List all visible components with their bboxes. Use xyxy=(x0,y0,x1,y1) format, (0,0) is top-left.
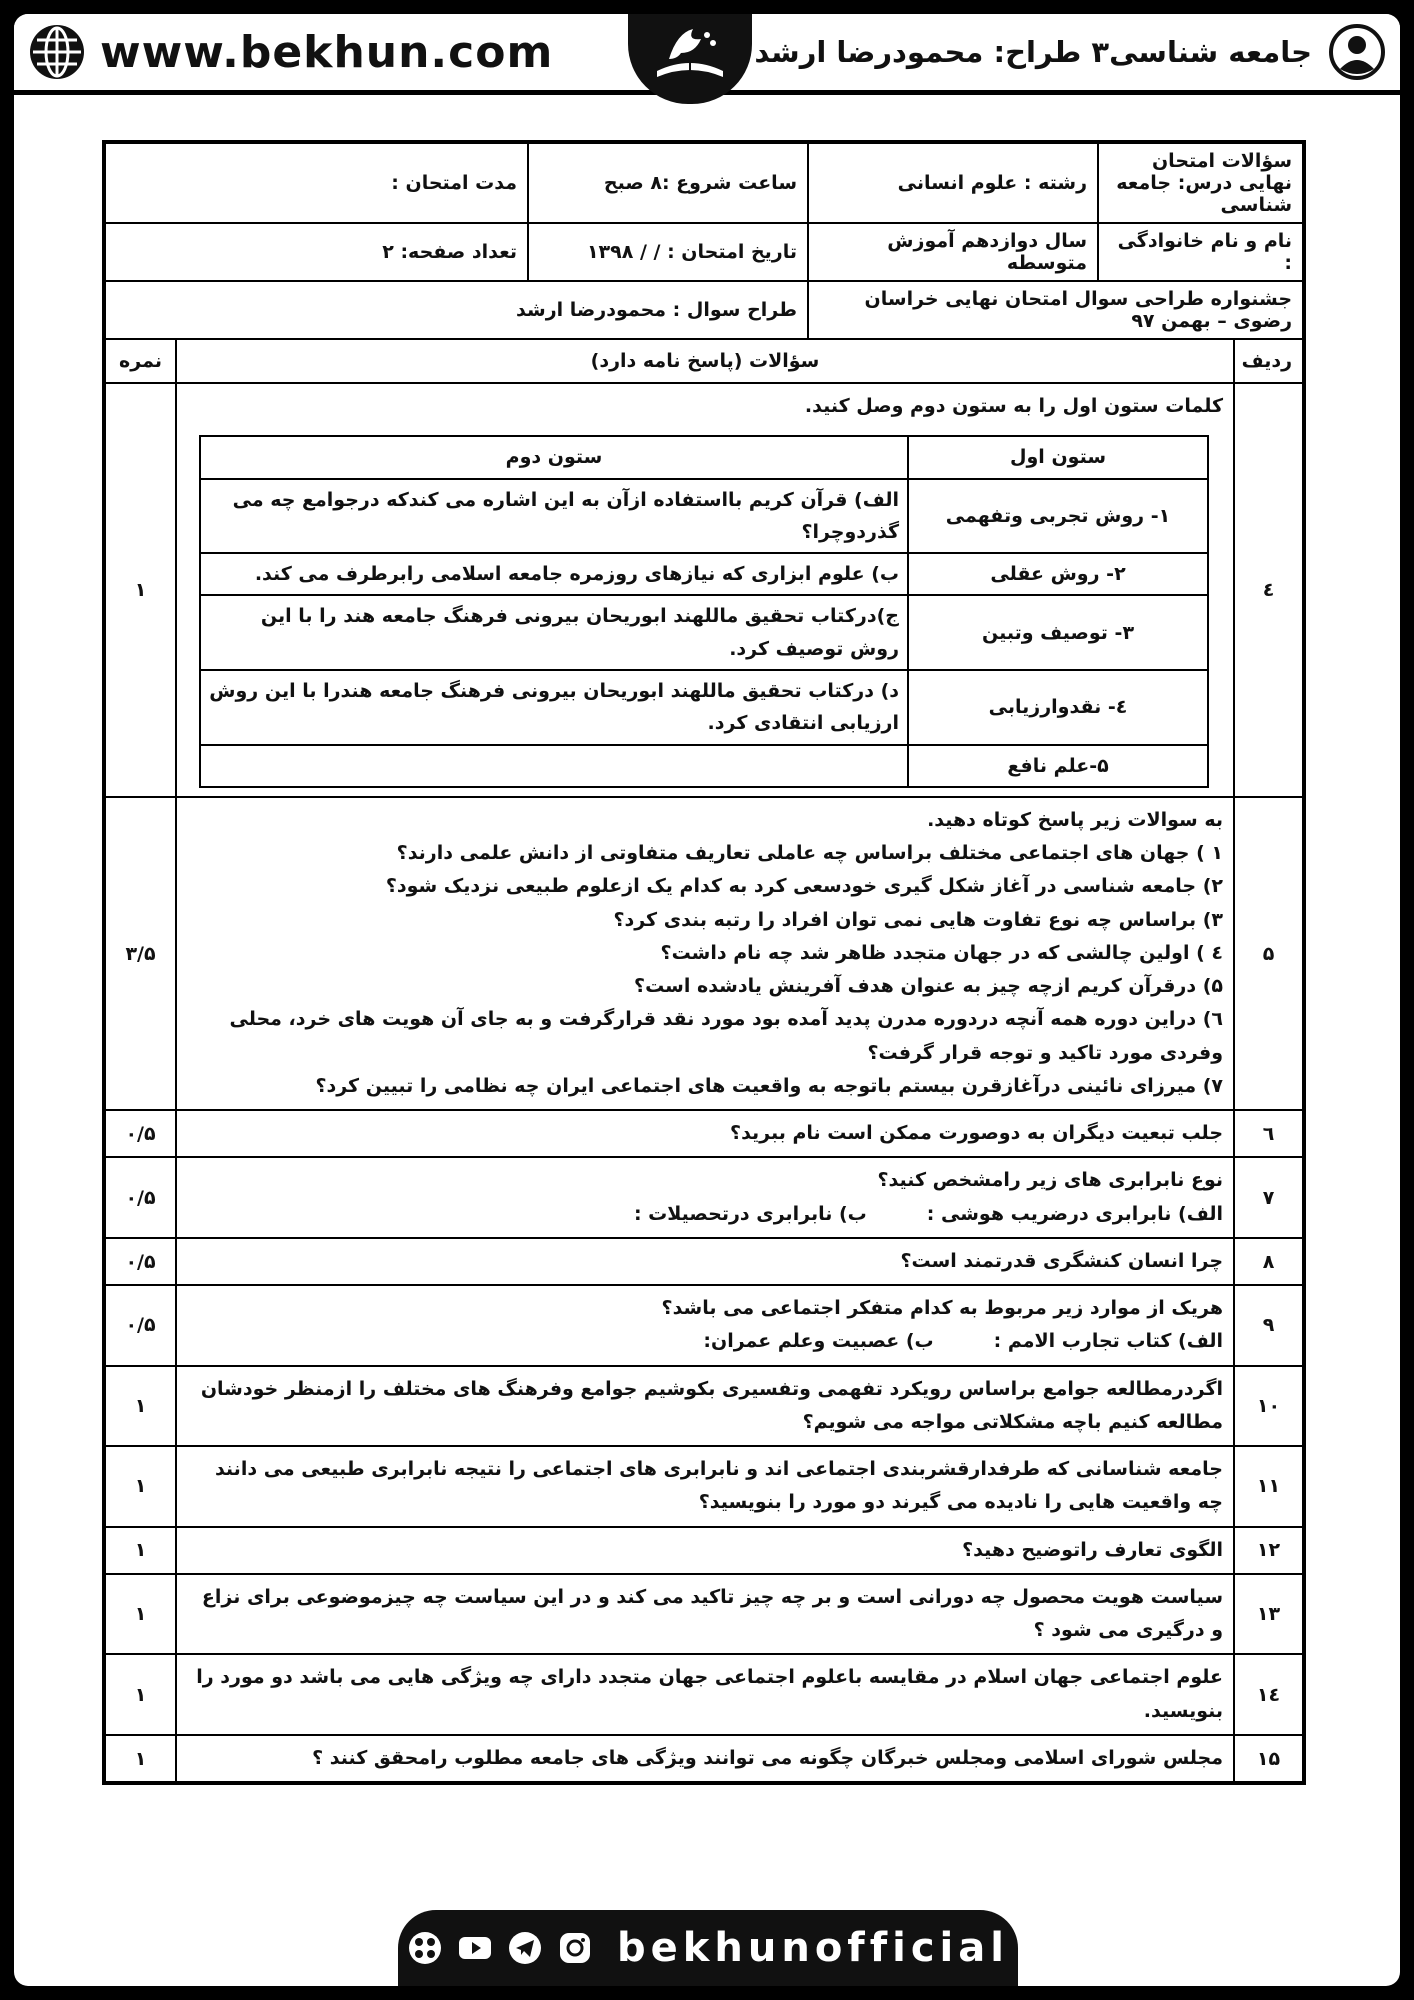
col-questions-header: سؤالات (پاسخ نامه دارد) xyxy=(176,339,1234,383)
sub-question: ۵) درقرآن کریم ازچه چیز به عنوان هدف آفرینش یادشده است؟ xyxy=(634,975,1224,998)
question-number: ٦ xyxy=(1234,1110,1304,1157)
question-score: ١ xyxy=(104,1366,176,1447)
matching-table xyxy=(199,435,1209,788)
student-name-field: نام و نام خانوادگی : xyxy=(1098,223,1304,281)
question-number: ۸ xyxy=(1234,1238,1304,1285)
website-url: www.bekhun.com xyxy=(100,26,554,78)
social-handle[interactable]: bekhunofficial xyxy=(617,1925,1009,1971)
match-right: الف) قرآن کریم بااستفاده ازآن به این اشاره می کندکه درجوامع چه می گذردوچرا؟ xyxy=(200,479,908,554)
instagram-icon[interactable] xyxy=(557,1930,593,1966)
question-row-15 xyxy=(104,1735,1304,1783)
field: رشته : علوم انسانی xyxy=(808,142,1098,223)
exam-duration: مدت امتحان : xyxy=(104,142,528,223)
match-left: ۱- روش تجربی وتفهمی xyxy=(908,479,1208,554)
question-score: ١ xyxy=(104,383,176,797)
question-text: چرا انسان کنشگری قدرتمند است؟ xyxy=(176,1238,1234,1285)
match-left: ۳- توصیف وتبین xyxy=(908,595,1208,670)
social-bar xyxy=(398,1910,1018,1986)
top-banner xyxy=(14,14,1400,95)
sub-question: ۷) میرزای نائینی درآغازقرن بیستم باتوجه به واقعیت های اجتماعی ایران چه نظامی را تبیین کرد؟ xyxy=(315,1074,1224,1097)
match-left: ۲- روش عقلی xyxy=(908,553,1208,595)
website-link[interactable] xyxy=(28,22,553,82)
question-row-11 xyxy=(104,1446,1304,1527)
question-text: نوع نابرابری های زیر رامشخص کنید؟ xyxy=(877,1169,1224,1192)
question-score: ١ xyxy=(104,1735,176,1783)
question-number: ۹ xyxy=(1234,1285,1304,1366)
question-row-8 xyxy=(104,1238,1304,1285)
sub-question: ٤ ) اولین چالشی که در جهان متجدد ظاهر شد چه نام داشت؟ xyxy=(660,941,1224,964)
exam-page xyxy=(14,14,1400,1986)
sub-question: ۲) جامعه شناسی در آغاز شکل گیری خودسعی کرد به کدام یک ازعلوم طبیعی نزدیک شود؟ xyxy=(385,875,1224,898)
col-score-header: نمره xyxy=(104,339,176,383)
match-row xyxy=(200,479,1208,554)
question-prompt: کلمات ستون اول را به ستون دوم وصل کنید. xyxy=(804,395,1224,417)
info-row-3 xyxy=(104,281,1304,339)
question-text: مجلس شورای اسلامی ومجلس خبرگان چگونه می توانند ویژگی های جامعه مطلوب رامحقق کنند ؟ xyxy=(176,1735,1234,1783)
book-logo-icon xyxy=(647,19,733,89)
question-number: ۵ xyxy=(1234,797,1304,1110)
question-row-14 xyxy=(104,1654,1304,1735)
subject-designer: جامعه شناسی۳ طراح: محمودرضا ارشد xyxy=(754,35,1312,69)
question-score: ١ xyxy=(104,1574,176,1655)
page-count: تعداد صفحه: ۲ xyxy=(104,223,528,281)
user-icon xyxy=(1328,23,1386,81)
question-score: ۰/۵ xyxy=(104,1285,176,1366)
sub-question: ٦) دراین دوره همه آنچه دردوره مدرن پدید آمده بود مورد نقد قرارگرفت و به جای آن هویت های خرد، محلی وفردی مورد تاکید و توجه قرار گرفت؟ xyxy=(229,1008,1224,1064)
telegram-icon[interactable] xyxy=(507,1930,543,1966)
match-row xyxy=(200,670,1208,745)
match-right: ب) علوم ابزاری که نیازهای روزمره جامعه اسلامی رابرطرف می کند. xyxy=(200,553,908,595)
question-body xyxy=(176,1285,1234,1366)
question-number: ۱۱ xyxy=(1234,1446,1304,1527)
question-number: ١٤ xyxy=(1234,1654,1304,1735)
sub-question: ۱ ) جهان های اجتماعی مختلف براساس چه عاملی تعاریف متفاوتی از دانش علمی دارند؟ xyxy=(396,842,1224,865)
match-left: ۵-علم نافع xyxy=(908,745,1208,787)
globe-icon xyxy=(28,23,86,81)
start-time: ساعت شروع :۸ صبح xyxy=(528,142,808,223)
question-text: جلب تبعیت دیگران به دوصورت ممکن است نام ببرید؟ xyxy=(176,1110,1234,1157)
course-title: سؤالات امتحان نهایی درس: جامعه شناسی xyxy=(1098,142,1304,223)
question-prompt: به سوالات زیر پاسخ کوتاه دهید. xyxy=(927,808,1224,831)
info-row-2 xyxy=(104,223,1304,281)
col2-header: ستون دوم xyxy=(200,436,908,478)
question-number: ۷ xyxy=(1234,1157,1304,1238)
info-row-1 xyxy=(104,142,1304,223)
question-text: جامعه شناسانی که طرفدارقشربندی اجتماعی اند و نابرابری های اجتماعی را نتیجه نابرابری طبیعی می دانند چه واقعیت هایی را نادیده می گیرند دو مورد را بنویسید؟ xyxy=(176,1446,1234,1527)
question-row-4 xyxy=(104,383,1304,797)
match-right: د) درکتاب تحقیق ماللهند ابوریحان بیرونی فرهنگ جامعه هندرا با این روش ارزیابی انتقادی کرد. xyxy=(200,670,908,745)
sub-item-b: ب) نابرابری درتحصیلات : xyxy=(633,1202,867,1225)
question-text: سیاست هویت محصول چه دورانی است و بر چه چیز تاکید می کند و در این سیاست چه چیزموضوعی برای نزاع و درگیری می شود ؟ xyxy=(176,1574,1234,1655)
col-row-header: ردیف xyxy=(1234,339,1304,383)
question-number: ۱۲ xyxy=(1234,1527,1304,1574)
question-score: ١ xyxy=(104,1654,176,1735)
sub-item-a: الف) کتاب تجارب الامم : xyxy=(993,1330,1224,1353)
question-row-12 xyxy=(104,1527,1304,1574)
question-row-6 xyxy=(104,1110,1304,1157)
question-body xyxy=(176,797,1234,1110)
exam-table xyxy=(102,140,1306,1785)
question-text: هریک از موارد زیر مربوط به کدام متفکر اجتماعی می باشد؟ xyxy=(661,1297,1224,1320)
question-score: ١ xyxy=(104,1527,176,1574)
grade: سال دوازدهم آموزش متوسطه xyxy=(808,223,1098,281)
question-text: الگوی تعارف راتوضیح دهید؟ xyxy=(176,1527,1234,1574)
sub-item-a: الف) نابرابری درضریب هوشی : xyxy=(926,1202,1224,1225)
col1-header: ستون اول xyxy=(908,436,1208,478)
brand-line xyxy=(754,22,1386,82)
question-score: ۳/۵ xyxy=(104,797,176,1110)
question-row-7 xyxy=(104,1157,1304,1238)
question-row-5 xyxy=(104,797,1304,1110)
question-score: ۰/۵ xyxy=(104,1110,176,1157)
question-row-13 xyxy=(104,1574,1304,1655)
question-score: ۰/۵ xyxy=(104,1238,176,1285)
question-score: ١ xyxy=(104,1446,176,1527)
bekhun-logo xyxy=(628,14,752,104)
question-number: ۱۳ xyxy=(1234,1574,1304,1655)
question-designer: طراح سوال : محمودرضا ارشد xyxy=(104,281,808,339)
festival: جشنواره طراحی سوال امتحان نهایی خراسان رضوی – بهمن ۹۷ xyxy=(808,281,1304,339)
question-text: علوم اجتماعی جهان اسلام در مقایسه باعلوم اجتماعی جهان متجدد دارای چه ویژگی هایی می باشد دو مورد را بنویسید. xyxy=(176,1654,1234,1735)
match-row xyxy=(200,553,1208,595)
question-body xyxy=(176,1157,1234,1238)
match-right xyxy=(200,745,908,787)
sub-item-b: ب) عصبیت وعلم عمران: xyxy=(703,1330,934,1353)
youtube-icon[interactable] xyxy=(457,1930,493,1966)
question-number: ٤ xyxy=(1234,383,1304,797)
question-body xyxy=(176,383,1234,797)
match-row xyxy=(200,745,1208,787)
question-number: ۱۰ xyxy=(1234,1366,1304,1447)
question-row-9 xyxy=(104,1285,1304,1366)
match-right: ج)درکتاب تحقیق ماللهند ابوریحان بیرونی فرهنگ جامعه هند را با این روش توصیف کرد. xyxy=(200,595,908,670)
sub-question: ۳) براساس چه نوع تفاوت هایی نمی توان افراد را رتبه بندی کرد؟ xyxy=(613,908,1224,931)
match-left: ٤- نقدوارزیابی xyxy=(908,670,1208,745)
question-row-10 xyxy=(104,1366,1304,1447)
question-text: اگردرمطالعه جوامع براساس رویکرد تفهمی وتفسیری بکوشیم جوامع وفرهنگ های مختلف را ازمنظر خودشان مطالعه کنیم باچه مشکلاتی مواجه می شویم؟ xyxy=(176,1366,1234,1447)
column-header-row xyxy=(104,339,1304,383)
exam-date: تاریخ امتحان : / / ۱۳۹۸ xyxy=(528,223,808,281)
question-score: ۰/۵ xyxy=(104,1157,176,1238)
aparat-icon[interactable] xyxy=(407,1930,443,1966)
match-row xyxy=(200,595,1208,670)
question-number: ۱۵ xyxy=(1234,1735,1304,1783)
